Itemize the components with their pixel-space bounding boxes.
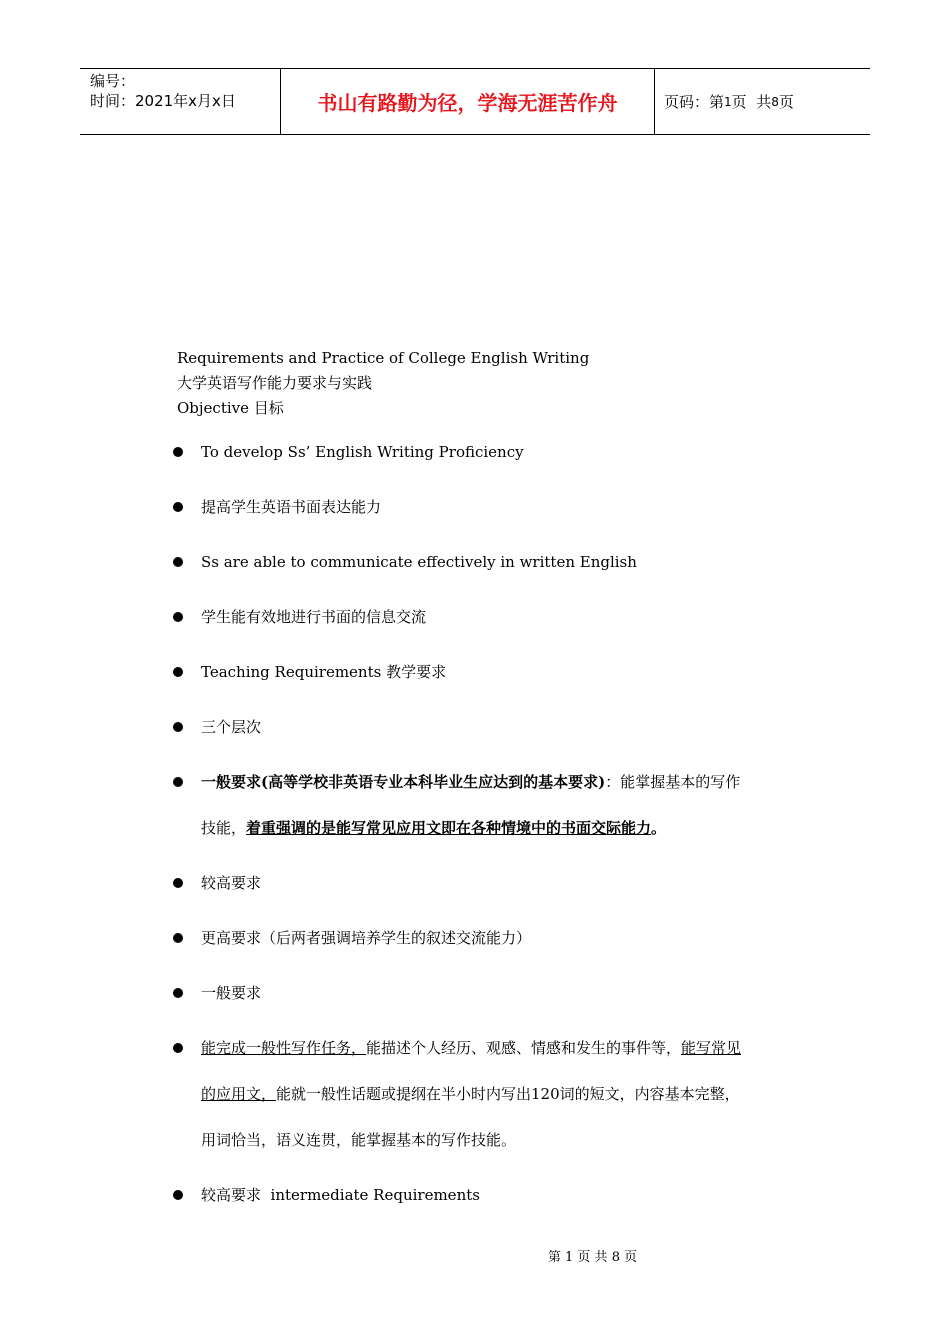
bullet-text: 一般要求: [201, 984, 262, 1002]
bullet-text: 较高要求 intermediate Requirements: [201, 1186, 480, 1204]
list-item: [173, 975, 823, 1011]
list-item: [173, 1177, 823, 1213]
bullet-text: 较高要求: [201, 874, 262, 892]
bullet-dot-icon: [173, 447, 183, 457]
document-title-block: [177, 346, 589, 421]
bullet-dot-icon: [173, 1043, 183, 1053]
list-item: [173, 599, 823, 635]
page-footer: [0, 1246, 950, 1265]
header-number-label: 编号：: [90, 72, 136, 90]
bullet-line: [201, 1076, 823, 1112]
bullet-text: 更高要求（后两者强调培养学生的叙述交流能力）: [201, 929, 532, 947]
bullet-dot-icon: [173, 988, 183, 998]
title-chinese: 大学英语写作能力要求与实践: [177, 374, 373, 392]
bullet-text: 能就一般性话题或提纲在半小时内写出120词的短文，内容基本完整，: [276, 1085, 740, 1103]
bullet-text: ：能掌握基本的写作: [605, 773, 741, 791]
bullet-line: [201, 1030, 823, 1066]
bullet-underlined-text: 的应用文，: [201, 1085, 277, 1103]
bullet-text: 技能，: [201, 819, 247, 837]
bullet-emphasis-text: 着重强调的是能写常见应用文即在各种情境中的书面交际能力: [246, 819, 652, 837]
bullet-underlined-text: 能完成一般性写作任务，: [201, 1039, 367, 1057]
bullet-text: 三个层次: [201, 718, 262, 736]
list-item: [173, 1030, 823, 1158]
bullet-dot-icon: [173, 557, 183, 567]
bullet-underlined-text: 能写常见: [681, 1039, 742, 1057]
footer-page-number: 第 1 页 共 8 页: [547, 1250, 638, 1265]
bullet-text: 用词恰当，语义连贯，能掌握基本的写作技能。: [201, 1131, 517, 1149]
bullet-text: 提高学生英语书面表达能力: [201, 498, 382, 516]
bullet-dot-icon: [173, 502, 183, 512]
header-meta: [80, 69, 281, 134]
list-item: [173, 654, 823, 690]
list-item: [173, 865, 823, 901]
bullet-dot-icon: [173, 612, 183, 622]
bullet-dot-icon: [173, 933, 183, 943]
bullet-list: [173, 434, 823, 1232]
bullet-bold-text: 一般要求(高等学校非英语专业本科毕业生应达到的基本要求): [201, 773, 606, 791]
list-item: [173, 920, 823, 956]
header-page-total: 8: [771, 94, 779, 109]
bullet-dot-icon: [173, 1190, 183, 1200]
list-item: [173, 489, 823, 525]
header-page-prefix: 页码：第: [664, 93, 725, 111]
bullet-dot-icon: [173, 878, 183, 888]
header-page-suffix: 页: [778, 93, 794, 111]
bullet-line: [201, 810, 823, 846]
list-item: [173, 764, 823, 846]
header-page-mid: 页 共: [731, 93, 772, 111]
header-date-label: 时间：2021年x月x日: [90, 92, 236, 110]
bullet-text: 学生能有效地进行书面的信息交流: [201, 608, 427, 626]
bullet-dot-icon: [173, 722, 183, 732]
title-english: Requirements and Practice of College English Writing: [177, 349, 590, 367]
bullet-line: [201, 1122, 823, 1158]
objective-heading: Objective 目标: [177, 399, 284, 417]
bullet-line: [201, 764, 823, 800]
bullet-text: To develop Ss’ English Writing Proficiency: [201, 443, 524, 461]
bullet-text: Teaching Requirements 教学要求: [201, 663, 447, 681]
bullet-dot-icon: [173, 667, 183, 677]
header-page-info: [655, 69, 870, 134]
list-item: [173, 434, 823, 470]
bullet-text: 能描述个人经历、观感、情感和发生的事件等，: [366, 1039, 682, 1057]
bullet-dot-icon: [173, 777, 183, 787]
bullet-text: 。: [651, 819, 667, 837]
document-header: [80, 68, 870, 135]
header-page-number: 1: [724, 94, 732, 109]
list-item: [173, 709, 823, 745]
list-item: [173, 544, 823, 580]
bullet-text: Ss are able to communicate effectively in written English: [201, 553, 637, 571]
header-motto: 书山有路勤为径，学海无涯苦作舟: [281, 69, 655, 134]
